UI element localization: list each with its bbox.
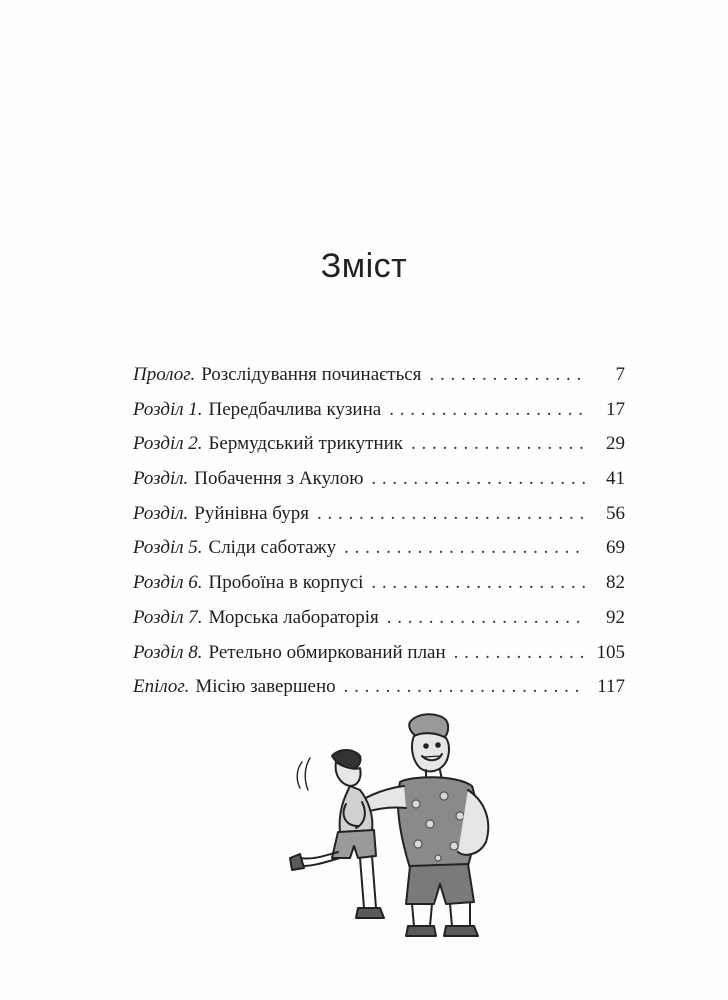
dot-leader (454, 642, 585, 664)
toc-entry-page: 29 (606, 433, 625, 455)
toc-entry-label: Розділ. (133, 468, 189, 490)
toc-entry-label: Розділ 5. (133, 537, 203, 559)
toc-entry-title: Передбачлива кузина (208, 398, 382, 420)
two-characters-illustration (260, 712, 500, 944)
toc-entry-page: 41 (606, 468, 625, 490)
dot-leader (429, 364, 585, 386)
toc-entry-title: Розслідування починається (201, 364, 422, 385)
toc-entry-page: 69 (606, 537, 625, 559)
toc-entry-page: 82 (606, 572, 625, 594)
toc-entry-label: Пролог. (133, 364, 196, 385)
toc-entry-label: Розділ. (133, 502, 189, 524)
toc-entry (133, 642, 625, 677)
dot-leader (371, 572, 585, 594)
toc-entry-title: Бермудський трикутник (208, 433, 404, 455)
toc-entry (133, 433, 625, 468)
dot-leader (371, 468, 585, 490)
toc-entry-title: Ретельно обмиркований план (208, 641, 446, 663)
toc-entry-label: Епілог. (133, 676, 190, 698)
toc-entry (133, 676, 625, 711)
toc-entry-title: Побачення з Акулою (194, 468, 364, 490)
toc-entry-page: 56 (606, 502, 625, 524)
dot-leader (344, 676, 585, 698)
toc-entry-label: Розділ 2. (133, 433, 203, 455)
toc-entry-page: 105 (596, 641, 625, 663)
toc-entry (133, 572, 625, 607)
toc-entry-title: Морська лабораторія (208, 606, 379, 628)
toc-entry (133, 537, 625, 572)
toc-entry (133, 468, 625, 503)
toc-entry-title: Місію завершено (195, 676, 336, 698)
toc-entry-page: 92 (606, 606, 625, 628)
dot-leader (389, 399, 585, 421)
toc-entry-label: Розділ 8. (133, 641, 203, 663)
toc-entry-label: Розділ 6. (133, 572, 203, 594)
table-of-contents (133, 364, 625, 711)
toc-entry (133, 399, 625, 434)
toc-entry-page: 17 (606, 398, 625, 420)
toc-entry-label: Розділ 1. (133, 398, 203, 420)
toc-entry (133, 503, 625, 538)
toc-entry-title: Руйнівна буря (194, 502, 309, 524)
dot-leader (317, 503, 585, 525)
dot-leader (387, 607, 585, 629)
toc-entry-page: 7 (615, 364, 625, 385)
toc-entry (133, 607, 625, 642)
toc-entry-label: Розділ 7. (133, 606, 203, 628)
page-title: Зміст (320, 247, 408, 285)
toc-entry-title: Сліди саботажу (208, 537, 337, 559)
toc-entry-page: 117 (597, 676, 625, 698)
toc-entry-title: Пробоїна в корпусі (208, 572, 364, 594)
dot-leader (344, 537, 585, 559)
dot-leader (411, 433, 585, 455)
toc-entry (133, 364, 625, 399)
